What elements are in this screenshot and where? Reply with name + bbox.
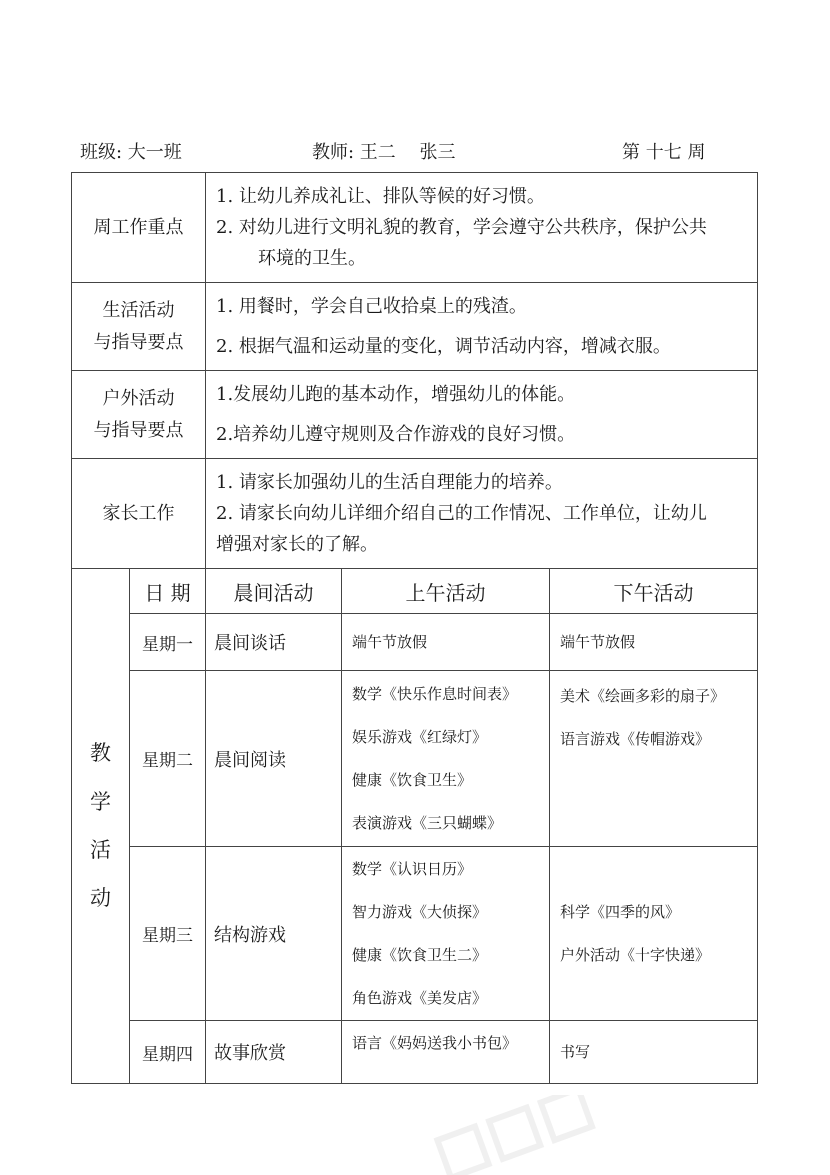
pm-cell: [550, 671, 758, 847]
activity: 智力游戏《大侦探》: [352, 902, 488, 921]
activity: 端午节放假: [352, 632, 428, 651]
pm-cell: [550, 847, 758, 1021]
section-label-line: 与指导要点: [93, 331, 184, 353]
morning-cell: 故事欣赏: [206, 1021, 342, 1084]
table-row: [72, 614, 758, 671]
section-content: [206, 283, 758, 371]
activity: 数学《认识日历》: [352, 859, 473, 878]
section-item: 环境的卫生。: [258, 248, 366, 269]
activity: 健康《饮食卫生》: [352, 770, 473, 789]
section-label: [72, 283, 206, 371]
section-label: [72, 371, 206, 459]
table-row: [72, 1021, 758, 1084]
activity: 科学《四季的风》: [560, 902, 681, 921]
section-label-line: 周工作重点: [93, 216, 184, 238]
morning-cell: 晨间阅读: [206, 671, 342, 847]
teaching-activities-label: [72, 569, 130, 1084]
day-cell: 星期四: [130, 1021, 206, 1084]
section-item: 增强对家长的了解。: [216, 534, 378, 555]
morning-cell: 晨间谈话: [206, 614, 342, 671]
section-row: [72, 459, 758, 569]
section-item: 2. 根据气温和运动量的变化，调节活动内容，增减衣服。: [216, 335, 671, 357]
class-label: 班级: 大一班: [80, 142, 182, 163]
activity: 角色游戏《美发店》: [352, 988, 488, 1007]
am-cell: [342, 614, 550, 671]
teaching-header-row: [72, 569, 758, 614]
week-label: 第 十七 周: [622, 142, 706, 163]
section-label: [72, 173, 206, 283]
pm-cell: [550, 1021, 758, 1084]
day-cell: 星期三: [130, 847, 206, 1021]
activity: 美术《绘画多彩的扇子》: [560, 687, 726, 705]
section-label-line: 户外活动: [102, 388, 175, 409]
section-item: 2. 请家长向幼儿详细介绍自己的工作情况、工作单位，让幼儿: [216, 503, 707, 524]
section-row: [72, 173, 758, 283]
section-row: [72, 371, 758, 459]
am-cell: [342, 671, 550, 847]
section-content: [206, 371, 758, 459]
pm-cell: [550, 614, 758, 671]
morning-cell: 结构游戏: [206, 847, 342, 1021]
teaching-label-char: 教: [90, 741, 111, 766]
activity: 娱乐游戏《红绿灯》: [352, 727, 488, 746]
activity: 端午节放假: [560, 632, 636, 651]
section-content: [206, 173, 758, 283]
day-cell: 星期一: [130, 614, 206, 671]
section-item: 2.培养幼儿遵守规则及合作游戏的良好习惯。: [216, 423, 576, 445]
weekly-plan-table: [71, 172, 758, 1084]
section-label-line: 生活活动: [102, 300, 175, 321]
header-am: 上午活动: [342, 569, 550, 614]
page-header: [80, 138, 760, 168]
section-item: 1.发展幼儿跑的基本动作，增强幼儿的体能。: [216, 383, 576, 405]
am-cell: [342, 847, 550, 1021]
section-content: [206, 459, 758, 569]
teaching-label-char: 学: [90, 789, 111, 814]
header-pm: 下午活动: [550, 569, 758, 614]
teacher-label: 教师: 王二 张三: [312, 142, 456, 163]
table-row: [72, 847, 758, 1021]
teaching-label-char: 活: [90, 838, 111, 862]
am-cell: [342, 1021, 550, 1084]
section-item: 2. 对幼儿进行文明礼貌的教育，学会遵守公共秩序，保护公共: [216, 217, 707, 238]
day-cell: 星期二: [130, 671, 206, 847]
section-item: 1. 请家长加强幼儿的生活自理能力的培养。: [216, 472, 563, 493]
activity: 语言游戏《传帽游戏》: [560, 730, 711, 748]
section-item: 1. 用餐时，学会自己收拾桌上的残渣。: [216, 295, 527, 317]
watermark-graphic: [420, 1095, 600, 1175]
header-date: 日 期: [130, 569, 206, 614]
section-label: [72, 459, 206, 569]
activity: 语言《妈妈送我小书包》: [352, 1034, 518, 1052]
table-row: [72, 671, 758, 847]
activity: 户外活动《十字快递》: [560, 945, 711, 964]
activity: 书写: [560, 1042, 591, 1061]
header-morning: 晨间活动: [206, 569, 342, 614]
section-row: [72, 283, 758, 371]
section-label-line: 家长工作: [102, 502, 175, 524]
activity: 健康《饮食卫生二》: [352, 945, 488, 964]
activity: 表演游戏《三只蝴蝶》: [352, 813, 503, 832]
teaching-label-char: 动: [90, 886, 111, 911]
section-label-line: 与指导要点: [93, 419, 184, 441]
section-item: 1. 让幼儿养成礼让、排队等候的好习惯。: [216, 186, 545, 207]
activity: 数学《快乐作息时间表》: [352, 684, 518, 703]
